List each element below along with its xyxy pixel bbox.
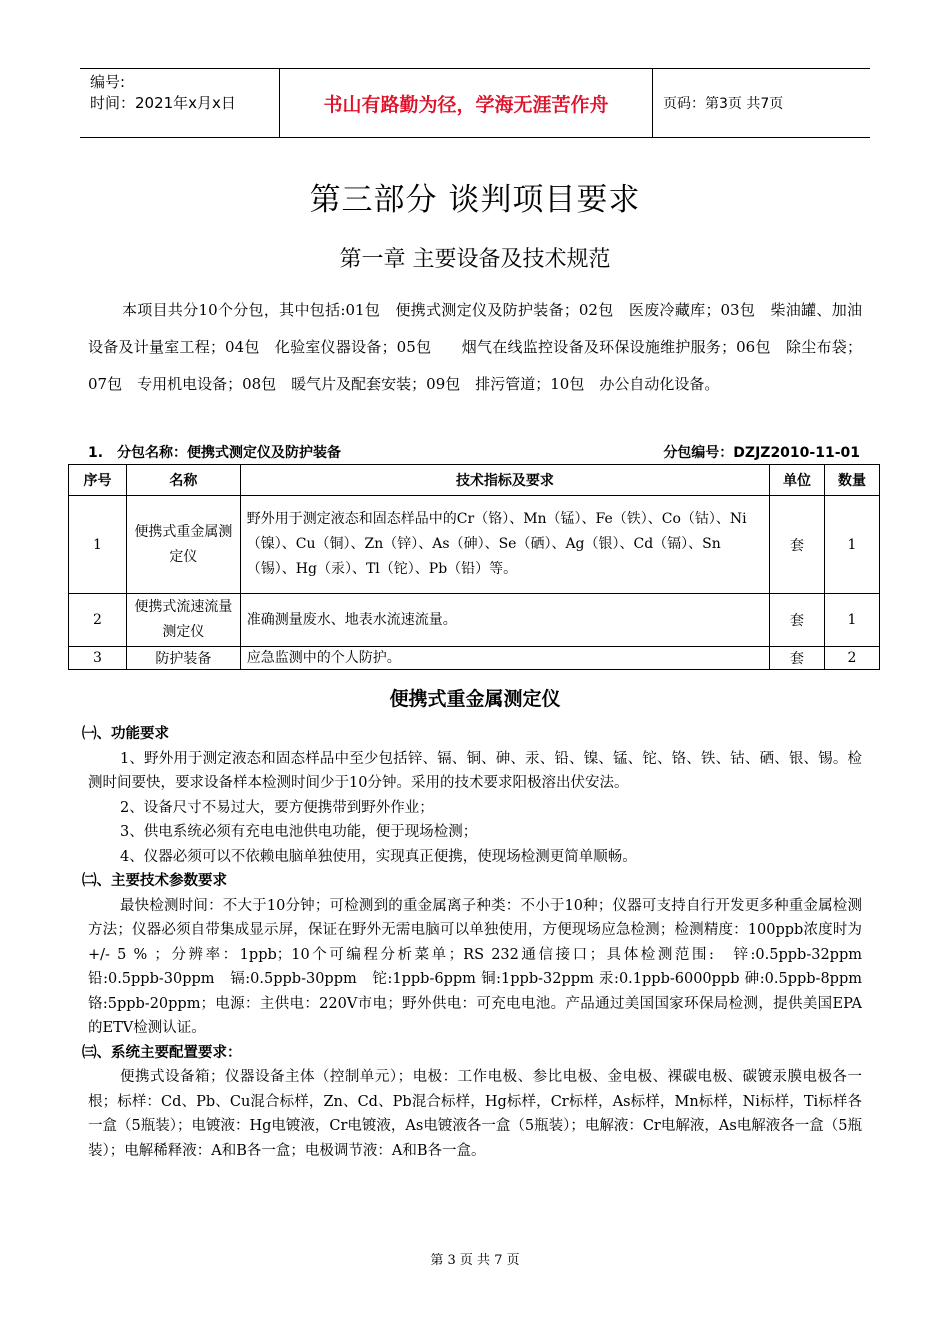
cell-name: 防护装备 [126, 647, 240, 670]
cell-unit: 套 [770, 594, 825, 647]
th-unit: 单位 [770, 465, 825, 496]
section-title: 便携式重金属测定仪 [389, 688, 561, 710]
cell-name: 便携式流速流量测定仪 [126, 594, 240, 647]
cell-qty: 1 [825, 496, 880, 594]
cell-req: 应急监测中的个人防护。 [240, 647, 769, 670]
page-header [80, 68, 870, 138]
th-qty: 数量 [825, 465, 880, 496]
section-body [82, 722, 877, 1163]
header-code: 编号: [90, 73, 126, 91]
table-row [69, 594, 880, 647]
th-no: 序号 [69, 465, 127, 496]
param-text: 最快检测时间：不大于10分钟；可检测到的重金属离子种类：不小于10种；仪器可支持自行开发更多种重金属检测方法；仪器必须自带集成显示屏，保证在野外无需电脑可以单独使用，方便现场应急检测；检测精度：100ppb浓度时为 +/- 5 % ；分辨率：1ppb；10个可编程分析菜单；RS 232通信接口；具体检测范围: 锌:0.5ppb-32ppm 铅:0.5ppb-30ppm 镉:0.5ppb-30ppm 铊:1ppb-6ppm 铜:1ppb-32ppm 汞:0.1ppb-6000ppb 砷:0.5ppb-8ppm 铬:5ppb-20ppm；电源：主供电：220V市电；野外供电：可充电电池。产品通过美国国家环保局检测，提供美国EPA的ETV检测认证。 [88, 897, 877, 1036]
th-name: 名称 [126, 465, 240, 496]
param-heading: ㈡、主要技术参数要求 [82, 873, 227, 889]
th-req: 技术指标及要求 [240, 465, 769, 496]
config-text: 便携式设备箱；仪器设备主体（控制单元）；电极：工作电极、参比电极、金电极、裸碳电极、碳镀汞膜电极各一根；标样：Cd、Pb、Cu混合标样，Zn、Cd、Pb混合标样，Hg标样，Cr标样，As标样，Mn标样，Ni标样，Ti标样各一盒（5瓶装）；电镀液：Hg电镀液，Cr电镀液，As电镀液各一盒（5瓶装）；电解液：Cr电解液，As电解液各一盒（5瓶装）；电解稀释液：A和B各一盒；电极调节液：A和B各一盒。 [88, 1069, 862, 1159]
func-item: 2、设备尺寸不易过大，要方便携带到野外作业； [120, 799, 434, 816]
package-name: 1. 分包名称：便携式测定仪及防护装备 [88, 445, 342, 461]
spec-table [68, 464, 880, 670]
func-item: 3、供电系统必须有充电电池供电功能，便于现场检测； [120, 824, 478, 840]
header-date: 时间：2021年x月x日 [90, 94, 236, 112]
cell-qty: 1 [825, 594, 880, 647]
header-page-info: 页码：第3页 共7页 [663, 96, 784, 112]
table-header-row [69, 465, 880, 496]
package-line [88, 442, 860, 462]
cell-qty: 2 [825, 647, 880, 670]
intro-paragraph: 本项目共分10个分包，其中包括:01包 便携式测定仪及防护装备；02包 医废冷藏库；03包 柴油罐、加油设备及计量室工程；04包 化验室仪器设备；05包 烟气在线监控设备及环保设施维护服务；06包 除尘布袋；07包 专用机电设备；08包 暖气片及配套安装；09包 排污管道；10包 办公自动化设备。 [88, 301, 862, 393]
cell-req: 准确测量废水、地表水流速流量。 [240, 594, 769, 647]
cell-req: 野外用于测定液态和固态样品中的Cr（铬）、Mn（锰）、Fe（铁）、Co（钴）、Ni（镍）、Cu（铜）、Zn（锌）、As（砷）、Se（硒）、Ag（银）、Cd（镉）、Sn（锡）、Hg（汞）、Tl（铊）、Pb（铅）等。 [240, 496, 769, 594]
table-row [69, 496, 880, 594]
cell-name: 便携式重金属测定仪 [126, 496, 240, 594]
page-footer: 第 3 页 共 7 页 [430, 1253, 520, 1268]
func-heading: ㈠、功能要求 [82, 726, 169, 742]
cell-no: 1 [69, 496, 127, 594]
header-motto: 书山有路勤为径，学海无涯苦作舟 [280, 69, 653, 137]
cell-no: 2 [69, 594, 127, 647]
table-row [69, 647, 880, 670]
chapter-title: 第一章 主要设备及技术规范 [339, 247, 611, 272]
func-item: 1、野外用于测定液态和固态样品中至少包括锌、镉、铜、砷、汞、铅、镍、锰、铊、铬、铁、钴、硒、银、锡。检测时间要快，要求设备样本检测时间少于10分钟。采用的技术要求阳极溶出伏安法。 [88, 750, 862, 791]
package-code: 分包编号：DZJZ2010-11-01 [663, 445, 860, 461]
header-meta [80, 69, 280, 137]
func-item: 4、仪器必须可以不依赖电脑单独使用，实现真正便携，使现场检测更简单顺畅。 [120, 848, 637, 865]
cell-unit: 套 [770, 647, 825, 670]
page-title: 第三部分 谈判项目要求 [309, 182, 641, 218]
config-heading: ㈢、系统主要配置要求： [82, 1044, 242, 1061]
cell-no: 3 [69, 647, 127, 670]
cell-unit: 套 [770, 496, 825, 594]
